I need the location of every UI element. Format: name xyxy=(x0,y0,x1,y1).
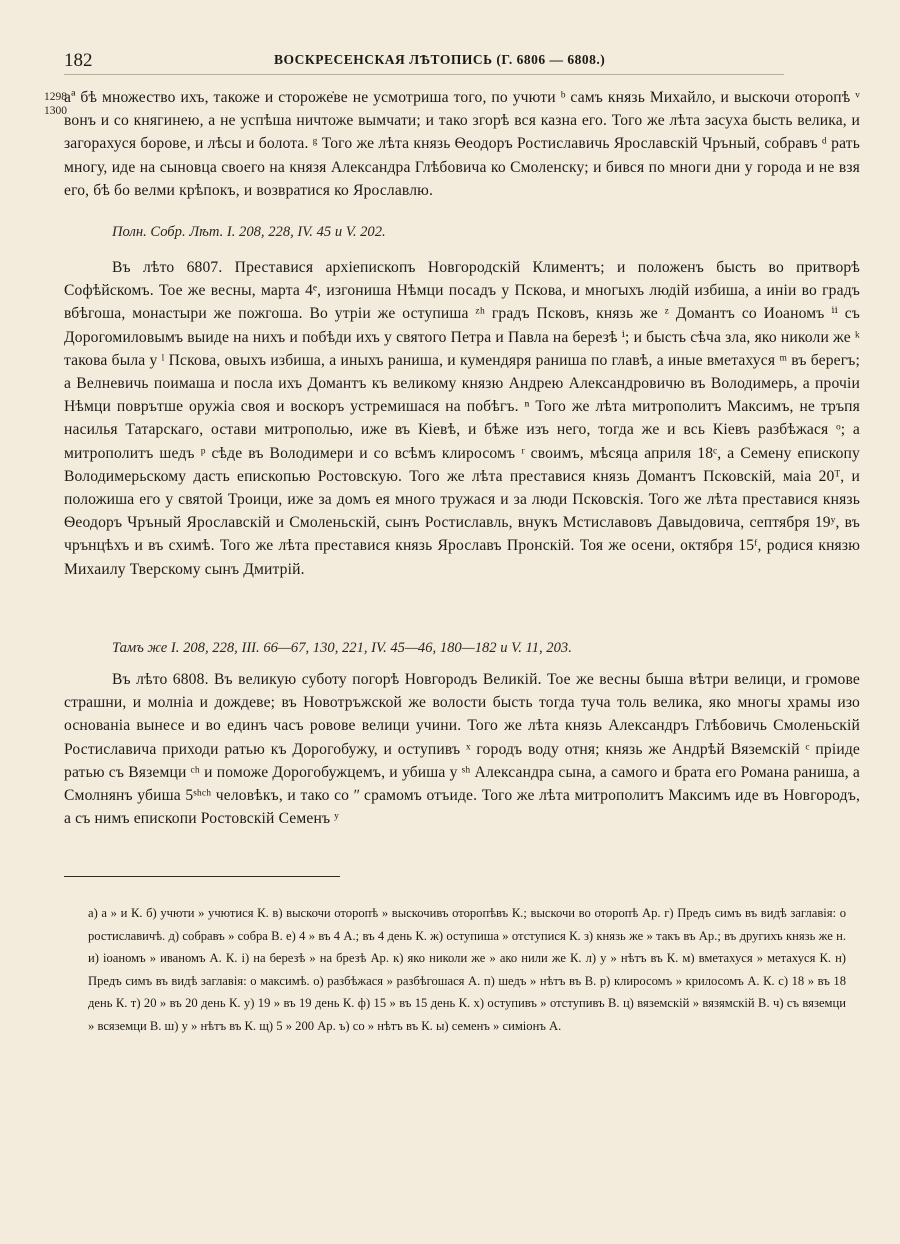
source-reference-1: Полн. Собр. Лѣт. I. 208, 228, IV. 45 и V. 202. xyxy=(112,224,386,240)
footnotes-text: а) а » и К. б) учюти » учютися К. в) выскочи оторопѣ » выскочивъ оторопѣвъ К.; выскочи во оторопѣ Ар. г) Предъ симъ въ видѣ заглавія: о ростиславичѣ. д) собравъ » собра В. е) 4 » въ 4 А.; въ 4 день К. ж) оступиша » отступися К. з) князь же » такъ въ Ар.; въ другихъ князь же н. и) іоаномъ » иваномъ А. К. і) на березѣ » на брезѣ Ар. к) яко николи же » ако нили же К. л) у » нѣтъ въ К. м) вметахуся » метахуся К. н) Предъ симъ въ видѣ заглавія: о максимѣ. о) разбѣжася » разбѣгошася А. п) шедъ » нѣтъ въ В. р) клиросомъ » крилосомъ А. К. с) 18 » въ 18 день К. т) 20 » въ 20 день К. у) 19 » въ 19 день К. ф) 15 » въ 15 день К. х) оступивъ » отступивъ В. ц) вяземскій » вязямскій В. ч) съ вяземци » всяземци В. ш) у » нѣтъ въ К. щ) 5 » 200 Ар. ъ) со » нѣтъ въ К. ы) семенъ » симіонъ А. xyxy=(88,906,846,1033)
source-reference-2: Тамъ же I. 208, 228, III. 66—67, 130, 221, IV. 45—46, 180—182 и V. 11, 203. xyxy=(112,640,572,656)
page-number: 182 xyxy=(64,50,93,71)
paragraph-text: Въ лѣто 6807. Преставися архіепископъ Новгородскій Климентъ; и положенъ бысть во притворѣ Софѣйскомъ. Тое же весны, марта 4ᵉ, изгониша Нѣмци посадъ у Пскова, и многыхъ людій избиша, а инiи во градъ вбѣгоша, монастыри же пожгоша. Во утріи же оступиша ᶻʰ градъ Псковъ, князь же ᶻ Домантъ со Иоаномъ ⁱⁱ съ Дорогомиловымъ выиде на нихъ и побѣди ихъ у святого Петра и Павла на березѣ ⁱ; и бысть сѣча зла, яко николи же ᵏ такова была у ˡ Пскова, овыхъ избиша, а иныхъ раниша, и кумендяря раниша по главѣ, а иные вметахуся ᵐ въ берегъ; а Велневичь поимаша и посла ихъ Домантъ къ великому князю Андрею Александровичю въ Володимерь, а прочiи Нѣмци поврътше оружіа своя и воскоръ устремишася на побѣгъ. ⁿ Того же лѣта митрополитъ Максимъ, не тръпя насилья Татарскаго, остави митрополью, иже въ Кіевѣ, и бѣже изъ него, тогда же и всь Кіевъ разбѣжася ᵒ; а митрополитъ шедъ ᵖ сѣде въ Володимери и со всѣмъ клиросомъ ʳ своимъ, мѣсяца априля 18ᶜ, а Семену епископу Володимерьскому дасть епископью Ростовскую. Того же лѣта преставися князь Домантъ Псковскій, маіа 20ᵀ, и положиша его у святой Троици, иже за домъ ея много тружася и за люди Псковскія. Того же лѣта преставися князь Ѳеодоръ Чръный Ярославскій и Смоленьскій, сынъ Ростиславль, внукъ Мстиславовъ Давыдовича, септября 19ʸ, въ чрънцѣхъ и въ схимѣ. Того же лѣта преставися князь Ярославъ Пронскій. Тоя же осени, октября 15ᶠ, родися князю Михаилу Тверскому сынъ Дмитрій. xyxy=(64,259,860,578)
paragraph-year-6808 xyxy=(64,668,860,830)
margin-year-1298: 1298 xyxy=(44,91,67,103)
footnote-divider xyxy=(64,876,340,877)
paragraph-year-6807 xyxy=(64,256,860,581)
paragraph-text: аª бѣ множество ихъ, такоже и стороже̇ве не усмотриша того, по учюти ᵇ самъ князь Михайло, и выскочи оторопѣ ᵛ вонъ и со княгинею, а не успѣша ничтоже вымчати; и тако згорѣ вся казна его. Того же лѣта засуха бысть велика, и загорахуся борове, и лѣсы и болота. ᵍ Того же лѣта князь Ѳеодоръ Ростиславичь Ярославскій Чръный, собравъ ᵈ рать многу, иде на сыновца своего на князя Александра Глѣбовича ко Смоленску; и бився по многи дни у города и не взя его, бѣ бо велми крѣпокъ, и возвратися ко Ярославлю. xyxy=(64,89,860,199)
margin-year-1300: 1300 xyxy=(44,105,67,117)
footnotes xyxy=(88,902,846,1037)
page-header xyxy=(64,50,784,75)
paragraph-continuation xyxy=(64,86,860,202)
running-title: ВОСКРЕСЕНСКАЯ ЛѢТОПИСЬ (Г. 6806 — 6808.) xyxy=(274,52,606,67)
paragraph-text: Въ лѣто 6808. Въ великую суботу погорѣ Новгородъ Великій. Тое же весны быша вѣтри велици, и громове страшни, и молніа и дождеве; въ Новотръжской же волости бысть тогда туча толь велика, яко многы храмы изо основаніа вынесе и во единъ часъ ровове велици учини. Того же лѣта князь Александръ Глѣбовичь Смоленьскій Ростиславича приходи ратью къ Дорогобужу, и оступивъ ˣ городъ воду отня; князь же Андрѣй Вяземскій ᶜ пріиде ратью съ Вяземци ᶜʰ и поможе Дорогобужцемъ, и убиша у ˢʰ Александра сына, а самого и брата его Романа раниша, а Смолнянъ убиша 5ˢʰᶜʰ человѣкъ, и тако со ʺ срамомъ отъиде. Того же лѣта митрополитъ Максимъ иде въ Новгородъ, а съ нимъ епископи Ростовскій Семенъ ʸ xyxy=(64,671,860,828)
